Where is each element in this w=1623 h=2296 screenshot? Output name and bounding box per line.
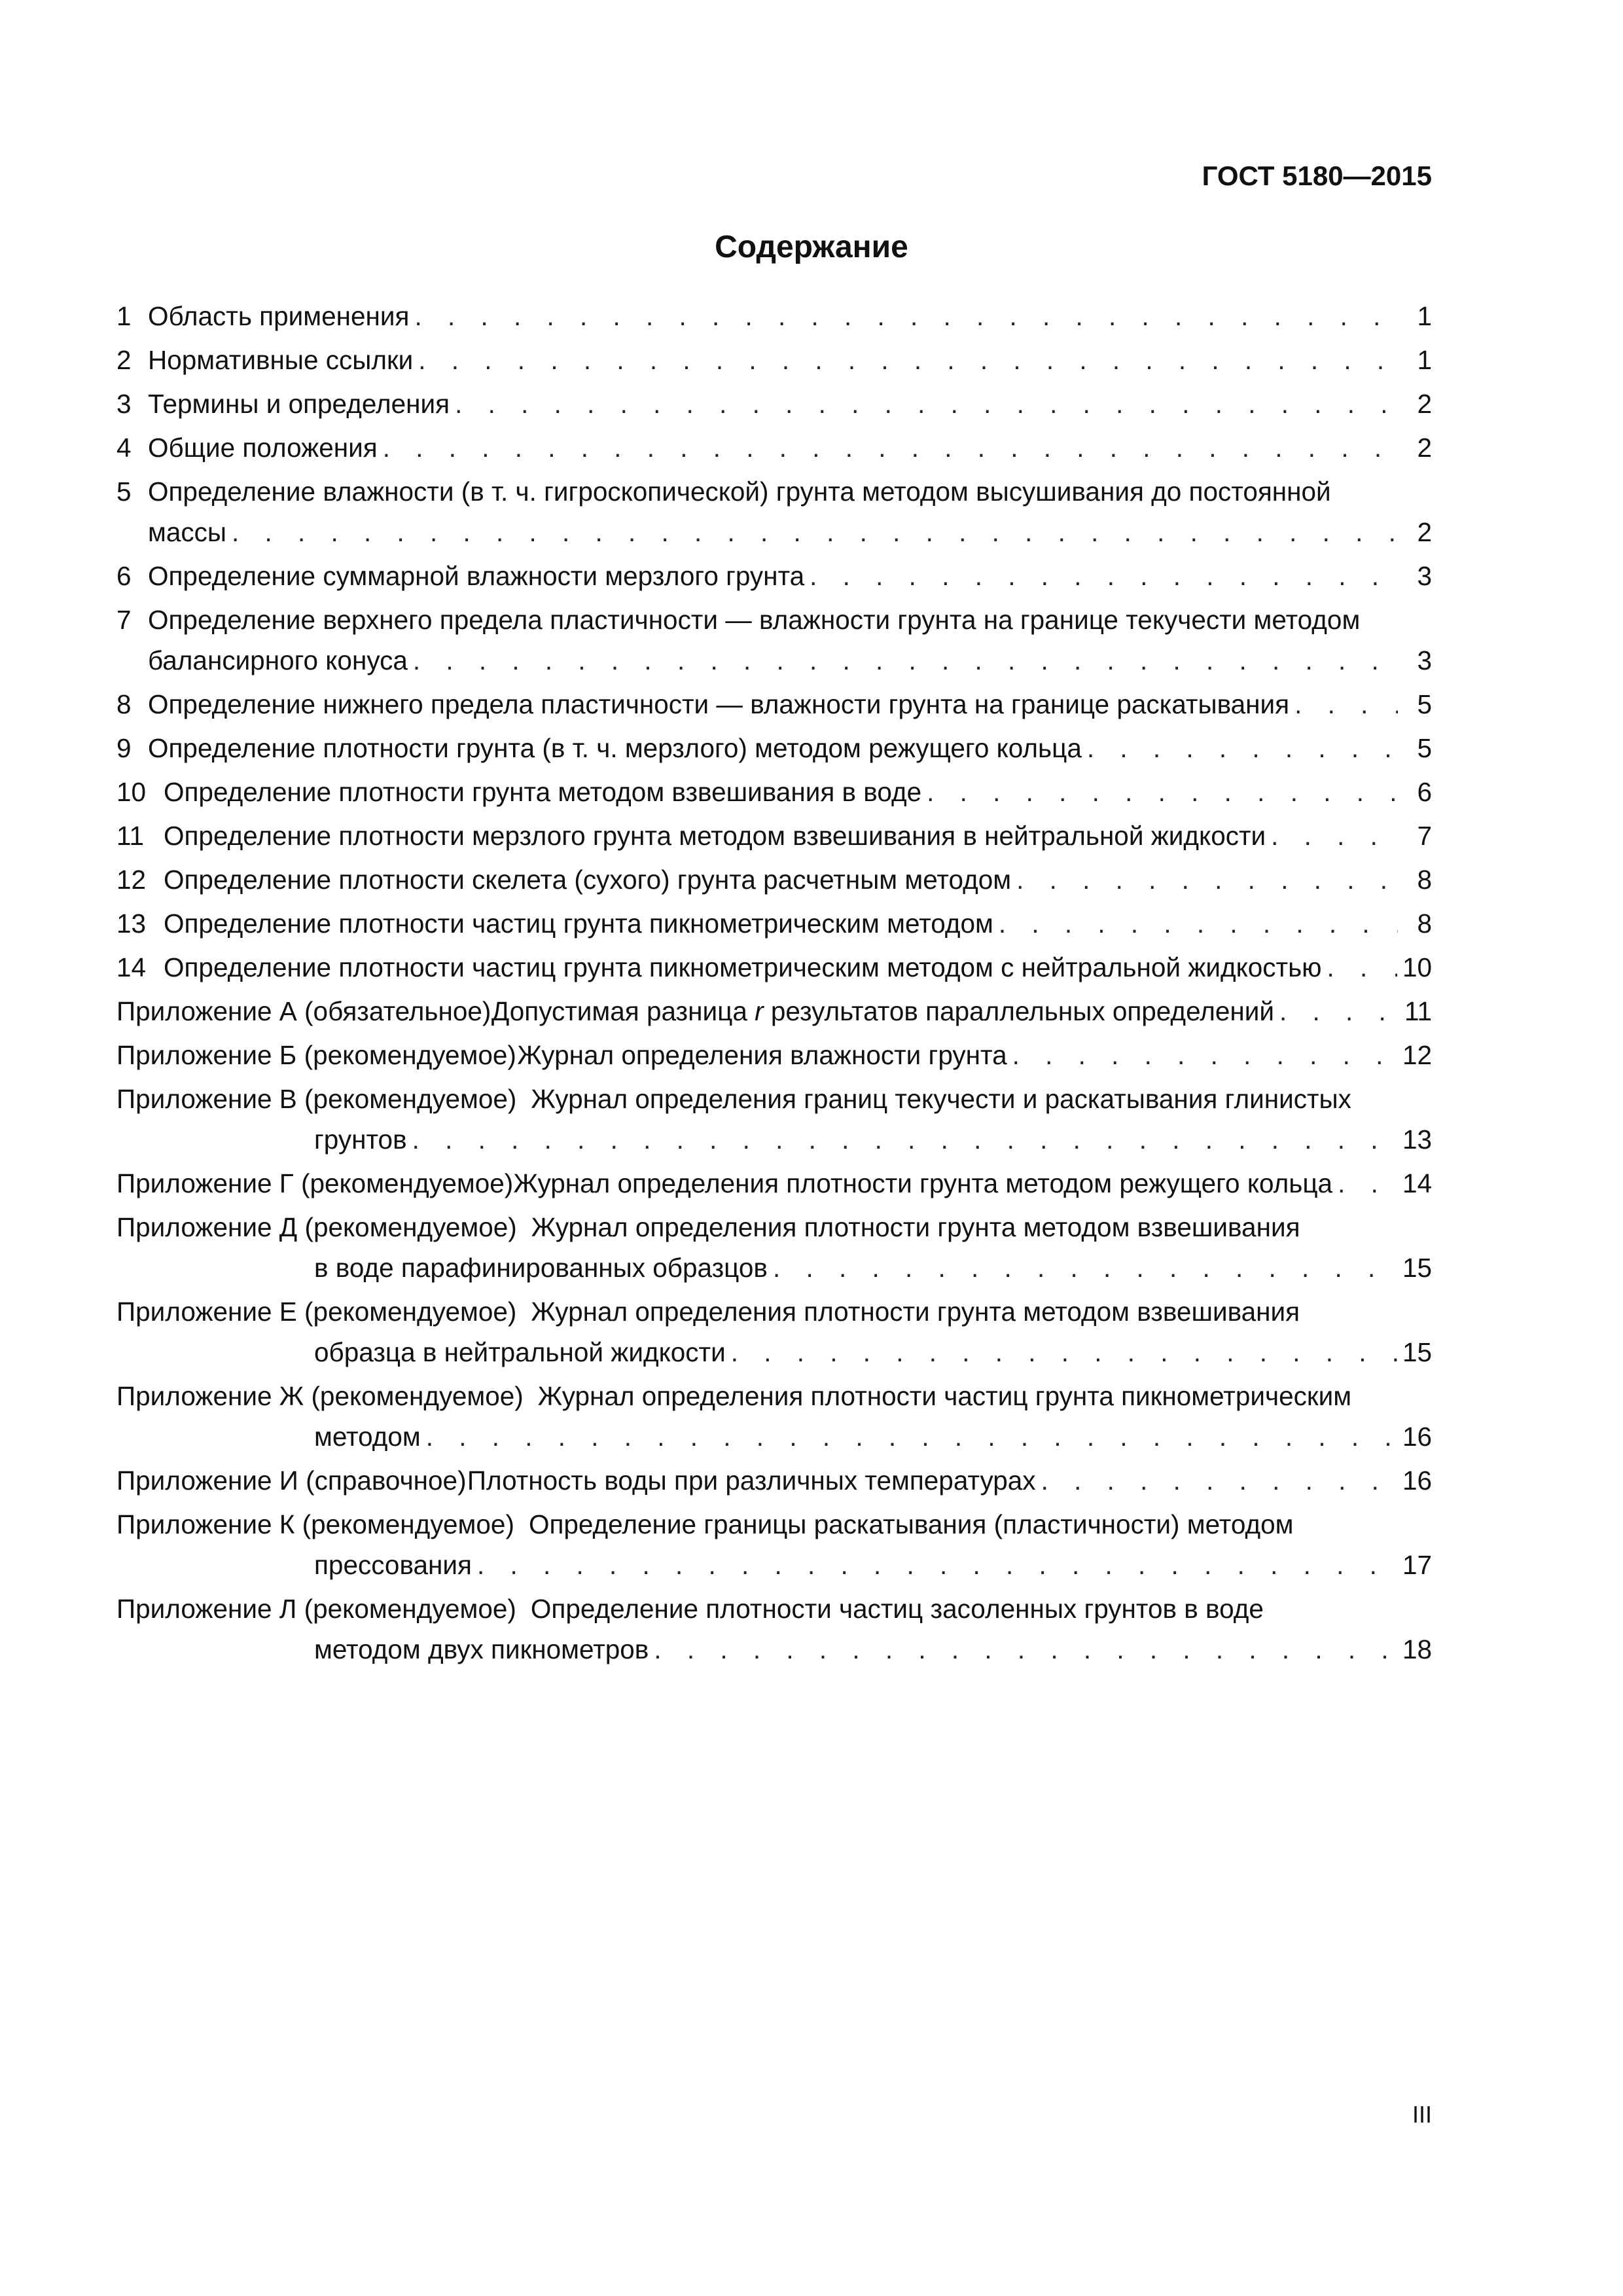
page-number: 6 (1417, 777, 1432, 807)
section-number: 2 (116, 345, 132, 375)
appendix-label: Приложение Е (рекомендуемое) (116, 1297, 517, 1327)
toc-entry-4[interactable] (116, 427, 1432, 468)
toc-entry-7[interactable] (116, 600, 1432, 681)
appendix-label: Приложение Б (рекомендуемое) (116, 1040, 516, 1070)
section-title: Определение влажности (в т. ч. гигроскопической) грунта методом высушивания до постоянной (148, 476, 1331, 507)
page-number: 16 (1402, 1465, 1432, 1496)
toc-title: Содержание (715, 230, 908, 264)
page-number: 2 (1417, 517, 1432, 547)
toc-entry-13[interactable] (116, 903, 1432, 944)
toc-entry-14[interactable] (116, 947, 1432, 988)
appendix-title: Определение границы раскатывания (пластичности) методом (528, 1509, 1294, 1539)
document-code: ГОСТ 5180—2015 (1202, 160, 1432, 191)
page-number: 7 (1417, 821, 1432, 851)
appendix-title: Определение плотности частиц засоленных грунтов в воде (530, 1594, 1264, 1624)
appendix-label: Приложение В (рекомендуемое) (116, 1084, 517, 1114)
appendix-title: Допустимая разница r результатов параллельных определений (491, 996, 1275, 1026)
appendix-title-cont: грунтов (314, 1124, 407, 1155)
section-number: 3 (116, 389, 132, 419)
page-number: 16 (1402, 1422, 1432, 1452)
page-number: 2 (1417, 389, 1432, 419)
section-title-cont: массы (148, 517, 226, 547)
appendix-label: Приложение Г (рекомендуемое) (116, 1168, 514, 1198)
section-title-cont: балансирного конуса (148, 645, 408, 675)
section-number: 11 (116, 821, 145, 851)
section-number: 13 (116, 908, 147, 939)
page-number: 8 (1417, 865, 1432, 895)
variable-r: r (755, 996, 764, 1026)
section-title: Определение нижнего предела пластичности — влажности грунта на границе раскатывания (148, 689, 1290, 719)
section-number: 7 (116, 605, 132, 635)
page-number: 5 (1417, 733, 1432, 763)
section-number: 10 (116, 777, 147, 807)
section-number: 9 (116, 733, 132, 763)
section-title: Определение плотности частиц грунта пикнометрическим методом с нейтральной жидкостью (164, 952, 1322, 982)
toc-appendix-b[interactable] (116, 1035, 1432, 1075)
page-number: 12 (1402, 1040, 1432, 1070)
page-number: 3 (1417, 561, 1432, 591)
appendix-title-cont: методом двух пикнометров (314, 1634, 649, 1664)
page-number: 2 (1417, 433, 1432, 463)
appendix-title-cont: образца в нейтральной жидкости (314, 1337, 726, 1367)
toc-appendix-g[interactable] (116, 1163, 1432, 1204)
toc-appendix-v[interactable] (116, 1079, 1432, 1160)
page-number: 5 (1417, 689, 1432, 719)
appendix-title: Журнал определения плотности грунта методом взвешивания (531, 1297, 1300, 1327)
section-title: Нормативные ссылки (148, 345, 414, 375)
appendix-title: Журнал определения плотности грунта методом режущего кольца (513, 1168, 1333, 1198)
appendix-title: Журнал определения плотности грунта методом взвешивания (531, 1212, 1300, 1242)
section-title: Область применения (148, 301, 410, 331)
table-of-contents (116, 296, 1432, 1673)
section-number: 4 (116, 433, 132, 463)
toc-entry-11[interactable] (116, 816, 1432, 856)
toc-appendix-i[interactable] (116, 1460, 1432, 1501)
section-number: 12 (116, 865, 147, 895)
section-title: Определение плотности грунта (в т. ч. мерзлого) методом режущего кольца (148, 733, 1082, 763)
toc-appendix-a[interactable] (116, 991, 1432, 1031)
appendix-label: Приложение Ж (рекомендуемое) (116, 1381, 524, 1411)
toc-entry-8[interactable] (116, 684, 1432, 725)
toc-entry-12[interactable] (116, 859, 1432, 900)
appendix-title: Журнал определения влажности грунта (517, 1040, 1007, 1070)
toc-entry-9[interactable] (116, 728, 1432, 768)
toc-appendix-d[interactable] (116, 1207, 1432, 1288)
section-number: 1 (116, 301, 132, 331)
page-number: 10 (1402, 952, 1432, 982)
page-number: 15 (1402, 1337, 1432, 1367)
section-title: Определение плотности грунта методом взвешивания в воде (164, 777, 922, 807)
page-folio: III (1412, 2101, 1432, 2128)
section-title: Определение плотности скелета (сухого) грунта расчетным методом (164, 865, 1012, 895)
section-title: Определение плотности частиц грунта пикнометрическим методом (164, 908, 993, 939)
toc-appendix-l[interactable] (116, 1588, 1432, 1670)
appendix-label: Приложение Д (рекомендуемое) (116, 1212, 517, 1242)
toc-entry-6[interactable] (116, 556, 1432, 596)
appendix-title: Журнал определения плотности частиц грунта пикнометрическим (537, 1381, 1352, 1411)
appendix-label: Приложение И (справочное) (116, 1465, 467, 1496)
page-number: 8 (1417, 908, 1432, 939)
toc-appendix-e[interactable] (116, 1291, 1432, 1372)
appendix-title-cont: в воде парафинированных образцов (314, 1253, 768, 1283)
toc-entry-5[interactable] (116, 471, 1432, 552)
section-number: 8 (116, 689, 132, 719)
page-number: 14 (1402, 1168, 1432, 1198)
section-number: 6 (116, 561, 132, 591)
section-title: Определение плотности мерзлого грунта методом взвешивания в нейтральной жидкости (164, 821, 1266, 851)
page-number: 15 (1402, 1253, 1432, 1283)
toc-appendix-k[interactable] (116, 1504, 1432, 1585)
appendix-title: Журнал определения границ текучести и раскатывания глинистых (531, 1084, 1351, 1114)
page-number: 1 (1417, 301, 1432, 331)
appendix-label: Приложение А (обязательное) (116, 996, 491, 1026)
section-title: Общие положения (148, 433, 378, 463)
page-number: 18 (1402, 1634, 1432, 1664)
page-number: 11 (1404, 996, 1432, 1026)
toc-entry-1[interactable] (116, 296, 1432, 336)
toc-entry-2[interactable] (116, 340, 1432, 380)
appendix-title: Плотность воды при различных температурах (467, 1465, 1036, 1496)
section-title: Определение суммарной влажности мерзлого грунта (148, 561, 805, 591)
section-number: 5 (116, 476, 132, 507)
appendix-label: Приложение Л (рекомендуемое) (116, 1594, 516, 1624)
page-number: 17 (1402, 1550, 1432, 1580)
section-number: 14 (116, 952, 147, 982)
section-title: Определение верхнего предела пластичности — влажности грунта на границе текучести методом (148, 605, 1361, 635)
section-title: Термины и определения (148, 389, 450, 419)
toc-entry-3[interactable] (116, 384, 1432, 424)
appendix-title-cont: методом (314, 1422, 421, 1452)
appendix-title-cont: прессования (314, 1550, 472, 1580)
toc-appendix-zh[interactable] (116, 1376, 1432, 1457)
toc-entry-10[interactable] (116, 772, 1432, 812)
appendix-label: Приложение К (рекомендуемое) (116, 1509, 514, 1539)
page-number: 13 (1402, 1124, 1432, 1155)
page-number: 3 (1417, 645, 1432, 675)
page-number: 1 (1417, 345, 1432, 375)
